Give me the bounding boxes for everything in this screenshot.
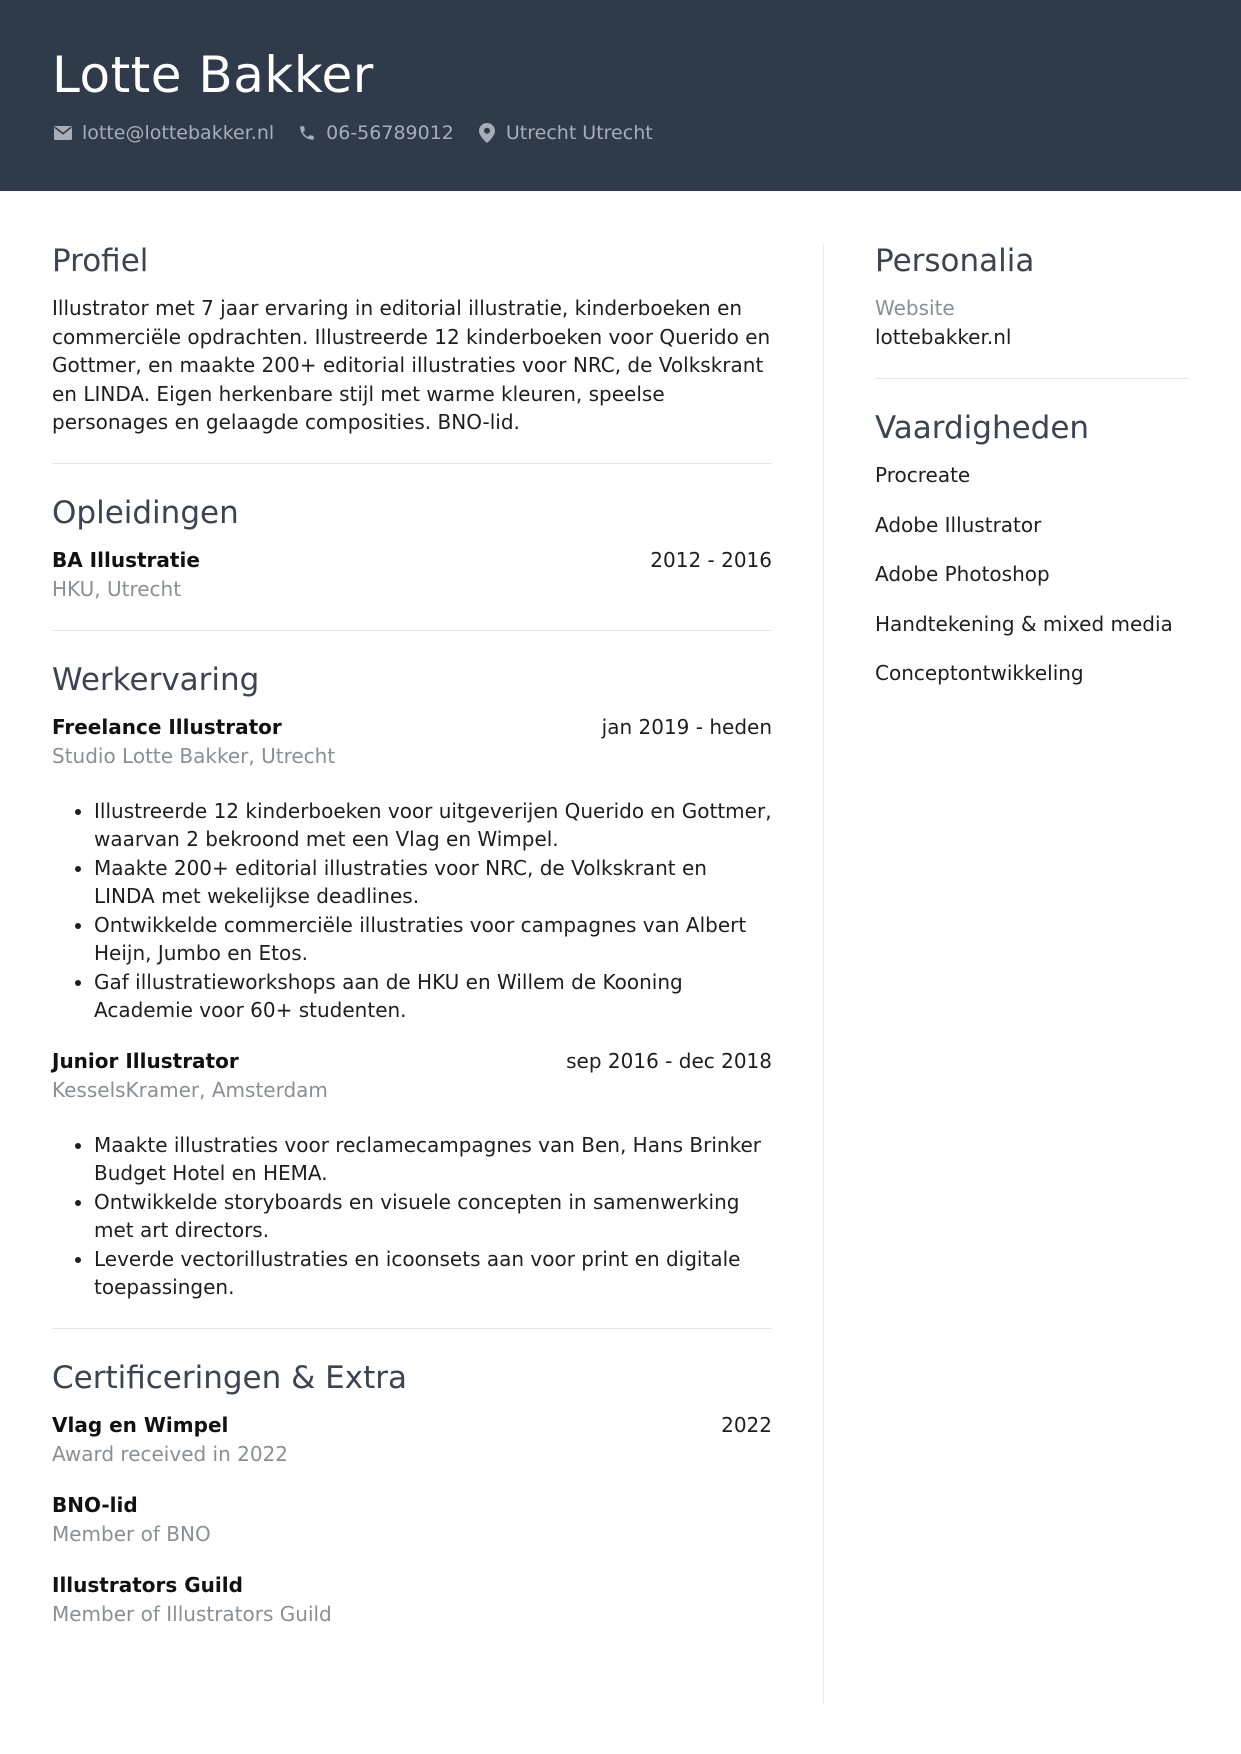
section-title-certifications: Certificeringen & Extra	[52, 1359, 407, 1396]
bullet-item: • Leverde vectorillustraties en icoonsets aan voor print en digitale toepassingen.	[94, 1245, 772, 1302]
cert-entry	[52, 1491, 772, 1549]
job-entry	[52, 713, 772, 1025]
section-divider	[52, 463, 772, 464]
job-company: Studio Lotte Bakker, Utrecht	[52, 743, 336, 768]
bullet-item: • Ontwikkelde commerciële illustraties voor campagnes van Albert Heijn, Jumbo en Etos.	[94, 911, 772, 968]
section-divider	[52, 1328, 772, 1329]
phone-icon	[296, 122, 318, 144]
cert-entry	[52, 1411, 772, 1469]
section-title-profile: Profiel	[52, 243, 149, 279]
website-label: Website	[875, 296, 955, 320]
degree-title: BA Illustratie	[52, 547, 200, 572]
sidebar-column	[875, 238, 1189, 709]
cert-description: Member of BNO	[52, 1521, 211, 1546]
header-banner	[0, 0, 1241, 191]
experience-section	[52, 657, 772, 1302]
skill-item: Procreate	[875, 463, 971, 487]
skill-item: Handtekening & mixed media	[875, 611, 1173, 636]
job-bullets	[52, 797, 772, 1025]
cert-date: 2022	[721, 1412, 772, 1437]
cert-name: Vlag en Wimpel	[52, 1412, 229, 1437]
section-title-personal: Personalia	[875, 243, 1035, 279]
contact-email[interactable]	[52, 122, 274, 144]
job-dates: jan 2019 - heden	[601, 714, 772, 739]
education-dates: 2012 - 2016	[650, 547, 772, 572]
contact-location	[476, 122, 653, 144]
cert-name: Illustrators Guild	[52, 1572, 243, 1597]
skill-item: Conceptontwikkeling	[875, 661, 1084, 685]
website-link[interactable]: lottebakker.nl	[875, 325, 1012, 349]
column-divider	[823, 244, 824, 1704]
job-bullets	[52, 1131, 772, 1302]
skill-item: Adobe Photoshop	[875, 562, 1050, 586]
bullet-item: • Maakte illustraties voor reclamecampagnes van Ben, Hans Brinker Budget Hotel en HEMA.	[94, 1131, 772, 1188]
job-title: Freelance Illustrator	[52, 714, 282, 739]
section-title-experience: Werkervaring	[52, 661, 260, 698]
profile-text: Illustrator met 7 jaar ervaring in editorial illustratie, kinderboeken en commerciële opdrachten. Illustreerde 12 kinderboeken voor Querido en Gottmer, en maakte 200+ editorial illustraties voor NRC, de Volkskrant en LINDA. Eigen herkenbare stijl met warme kleuren, speelse personages en gelaagde composities. BNO-lid.	[52, 296, 771, 434]
section-title-education: Opleidingen	[52, 494, 239, 531]
section-divider	[875, 378, 1189, 379]
phone-text: 06-56789012	[326, 122, 454, 144]
bullet-item: • Gaf illustratieworkshops aan de HKU en Willem de Kooning Academie voor 60+ studenten.	[94, 968, 772, 1025]
contact-bar	[52, 122, 675, 144]
location-text: Utrecht Utrecht	[505, 122, 653, 144]
cert-name: BNO-lid	[52, 1492, 138, 1517]
certifications-section	[52, 1355, 772, 1629]
map-pin-icon	[476, 122, 498, 144]
cert-description: Member of Illustrators Guild	[52, 1601, 332, 1626]
cert-description: Award received in 2022	[52, 1441, 289, 1466]
job-title: Junior Illustrator	[52, 1048, 239, 1073]
main-column	[52, 238, 772, 1651]
job-entry	[52, 1047, 772, 1302]
bullet-item: • Maakte 200+ editorial illustraties voor NRC, de Volkskrant en LINDA met wekelijkse deadlines.	[94, 854, 772, 911]
skill-item: Adobe Illustrator	[875, 512, 1042, 537]
section-title-skills: Vaardigheden	[875, 410, 1090, 446]
cert-entry	[52, 1571, 772, 1629]
skills-section	[875, 405, 1189, 688]
section-divider	[52, 630, 772, 631]
contact-phone[interactable]	[296, 122, 454, 144]
job-company: KesselsKramer, Amsterdam	[52, 1077, 328, 1102]
institution-name: HKU, Utrecht	[52, 576, 182, 601]
job-dates: sep 2016 - dec 2018	[566, 1048, 772, 1073]
candidate-name: Lotte Bakker	[52, 46, 374, 104]
profile-section	[52, 238, 772, 437]
email-text: lotte@lottebakker.nl	[82, 122, 275, 144]
bullet-item: • Illustreerde 12 kinderboeken voor uitgeverijen Querido en Gottmer, waarvan 2 bekroond met een Vlag en Wimpel.	[94, 797, 772, 854]
personal-section	[875, 238, 1189, 352]
envelope-icon	[52, 122, 74, 144]
education-section	[52, 490, 772, 604]
bullet-item: • Ontwikkelde storyboards en visuele concepten in samenwerking met art directors.	[94, 1188, 772, 1245]
education-entry	[52, 546, 772, 604]
